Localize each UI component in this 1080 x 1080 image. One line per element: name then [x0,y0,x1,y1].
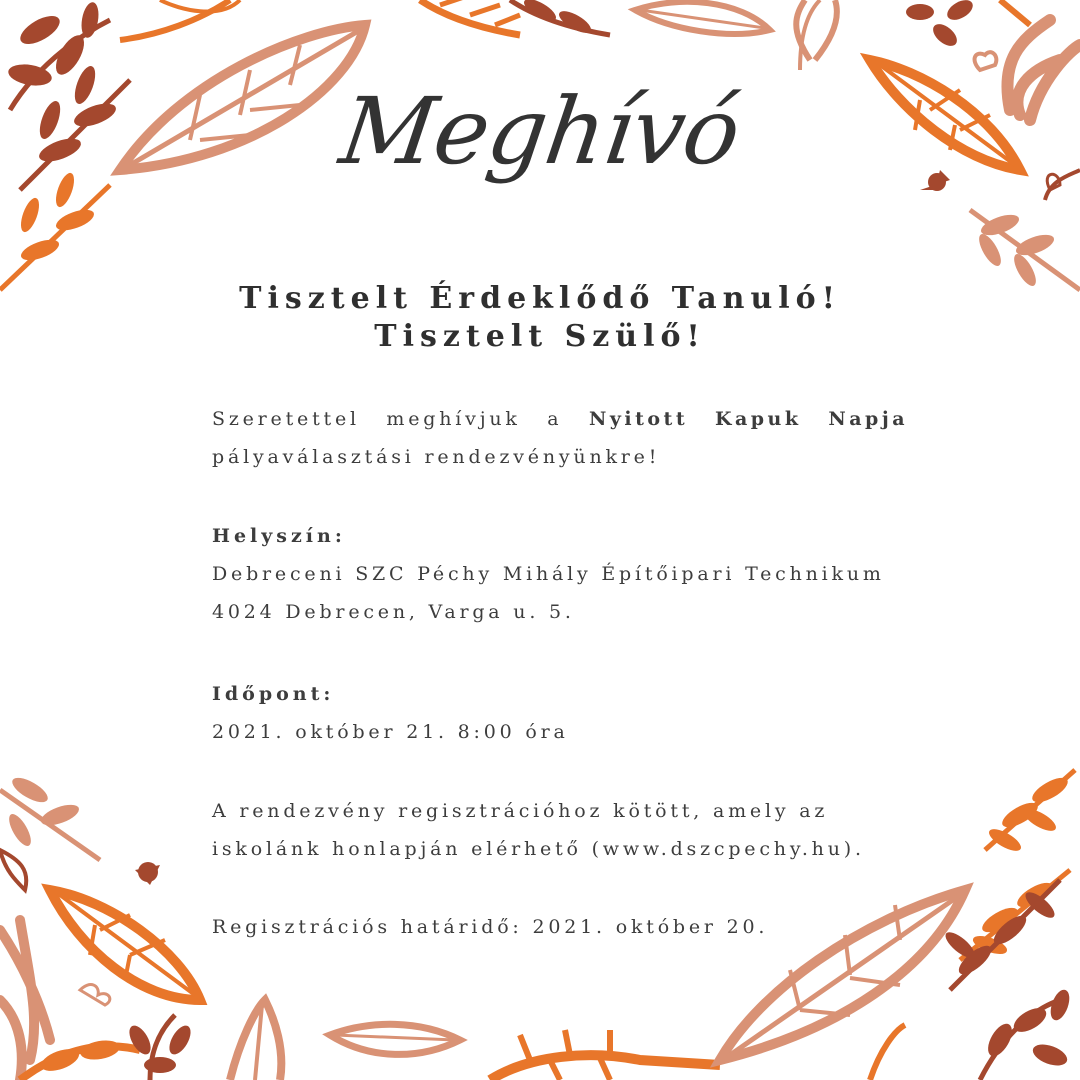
location-school: Debreceni SZC Péchy Mihály Építőipari Technikum [212,563,885,585]
time-value: 2021. október 21. 8:00 óra [212,721,569,743]
greeting-line-student: Tisztelt Érdeklődő Tanuló! [239,281,841,316]
event-name: Nyitott Kapuk Napja [588,408,909,430]
intro-paragraph [212,400,908,476]
location-address: 4024 Debrecen, Varga u. 5. [212,601,575,623]
registration-line-2: iskolánk honlapján elérhető (www.dszcpechy.hu). [212,838,865,860]
leaf-cluster-bottom-center [330,1024,720,1080]
location-section [212,517,908,631]
intro-text-before: Szeretettel meghívjuk a [212,408,589,430]
registration-deadline: Regisztrációs határidő: 2021. október 20. [212,916,769,938]
time-section [212,675,908,751]
registration-line-1: A rendezvény regisztrációhoz kötött, amely az [212,800,829,822]
location-label: Helyszín: [212,525,346,547]
intro-text-after: pályaválasztási rendezvényünkre! [212,446,661,468]
registration-section [212,792,908,868]
leaf-cluster-top-center [420,0,770,37]
greeting-line-parent: Tisztelt Szülő! [374,319,706,354]
greeting [0,280,1080,356]
time-label: Időpont: [212,683,335,705]
invitation-title: Meghívó [334,78,746,185]
